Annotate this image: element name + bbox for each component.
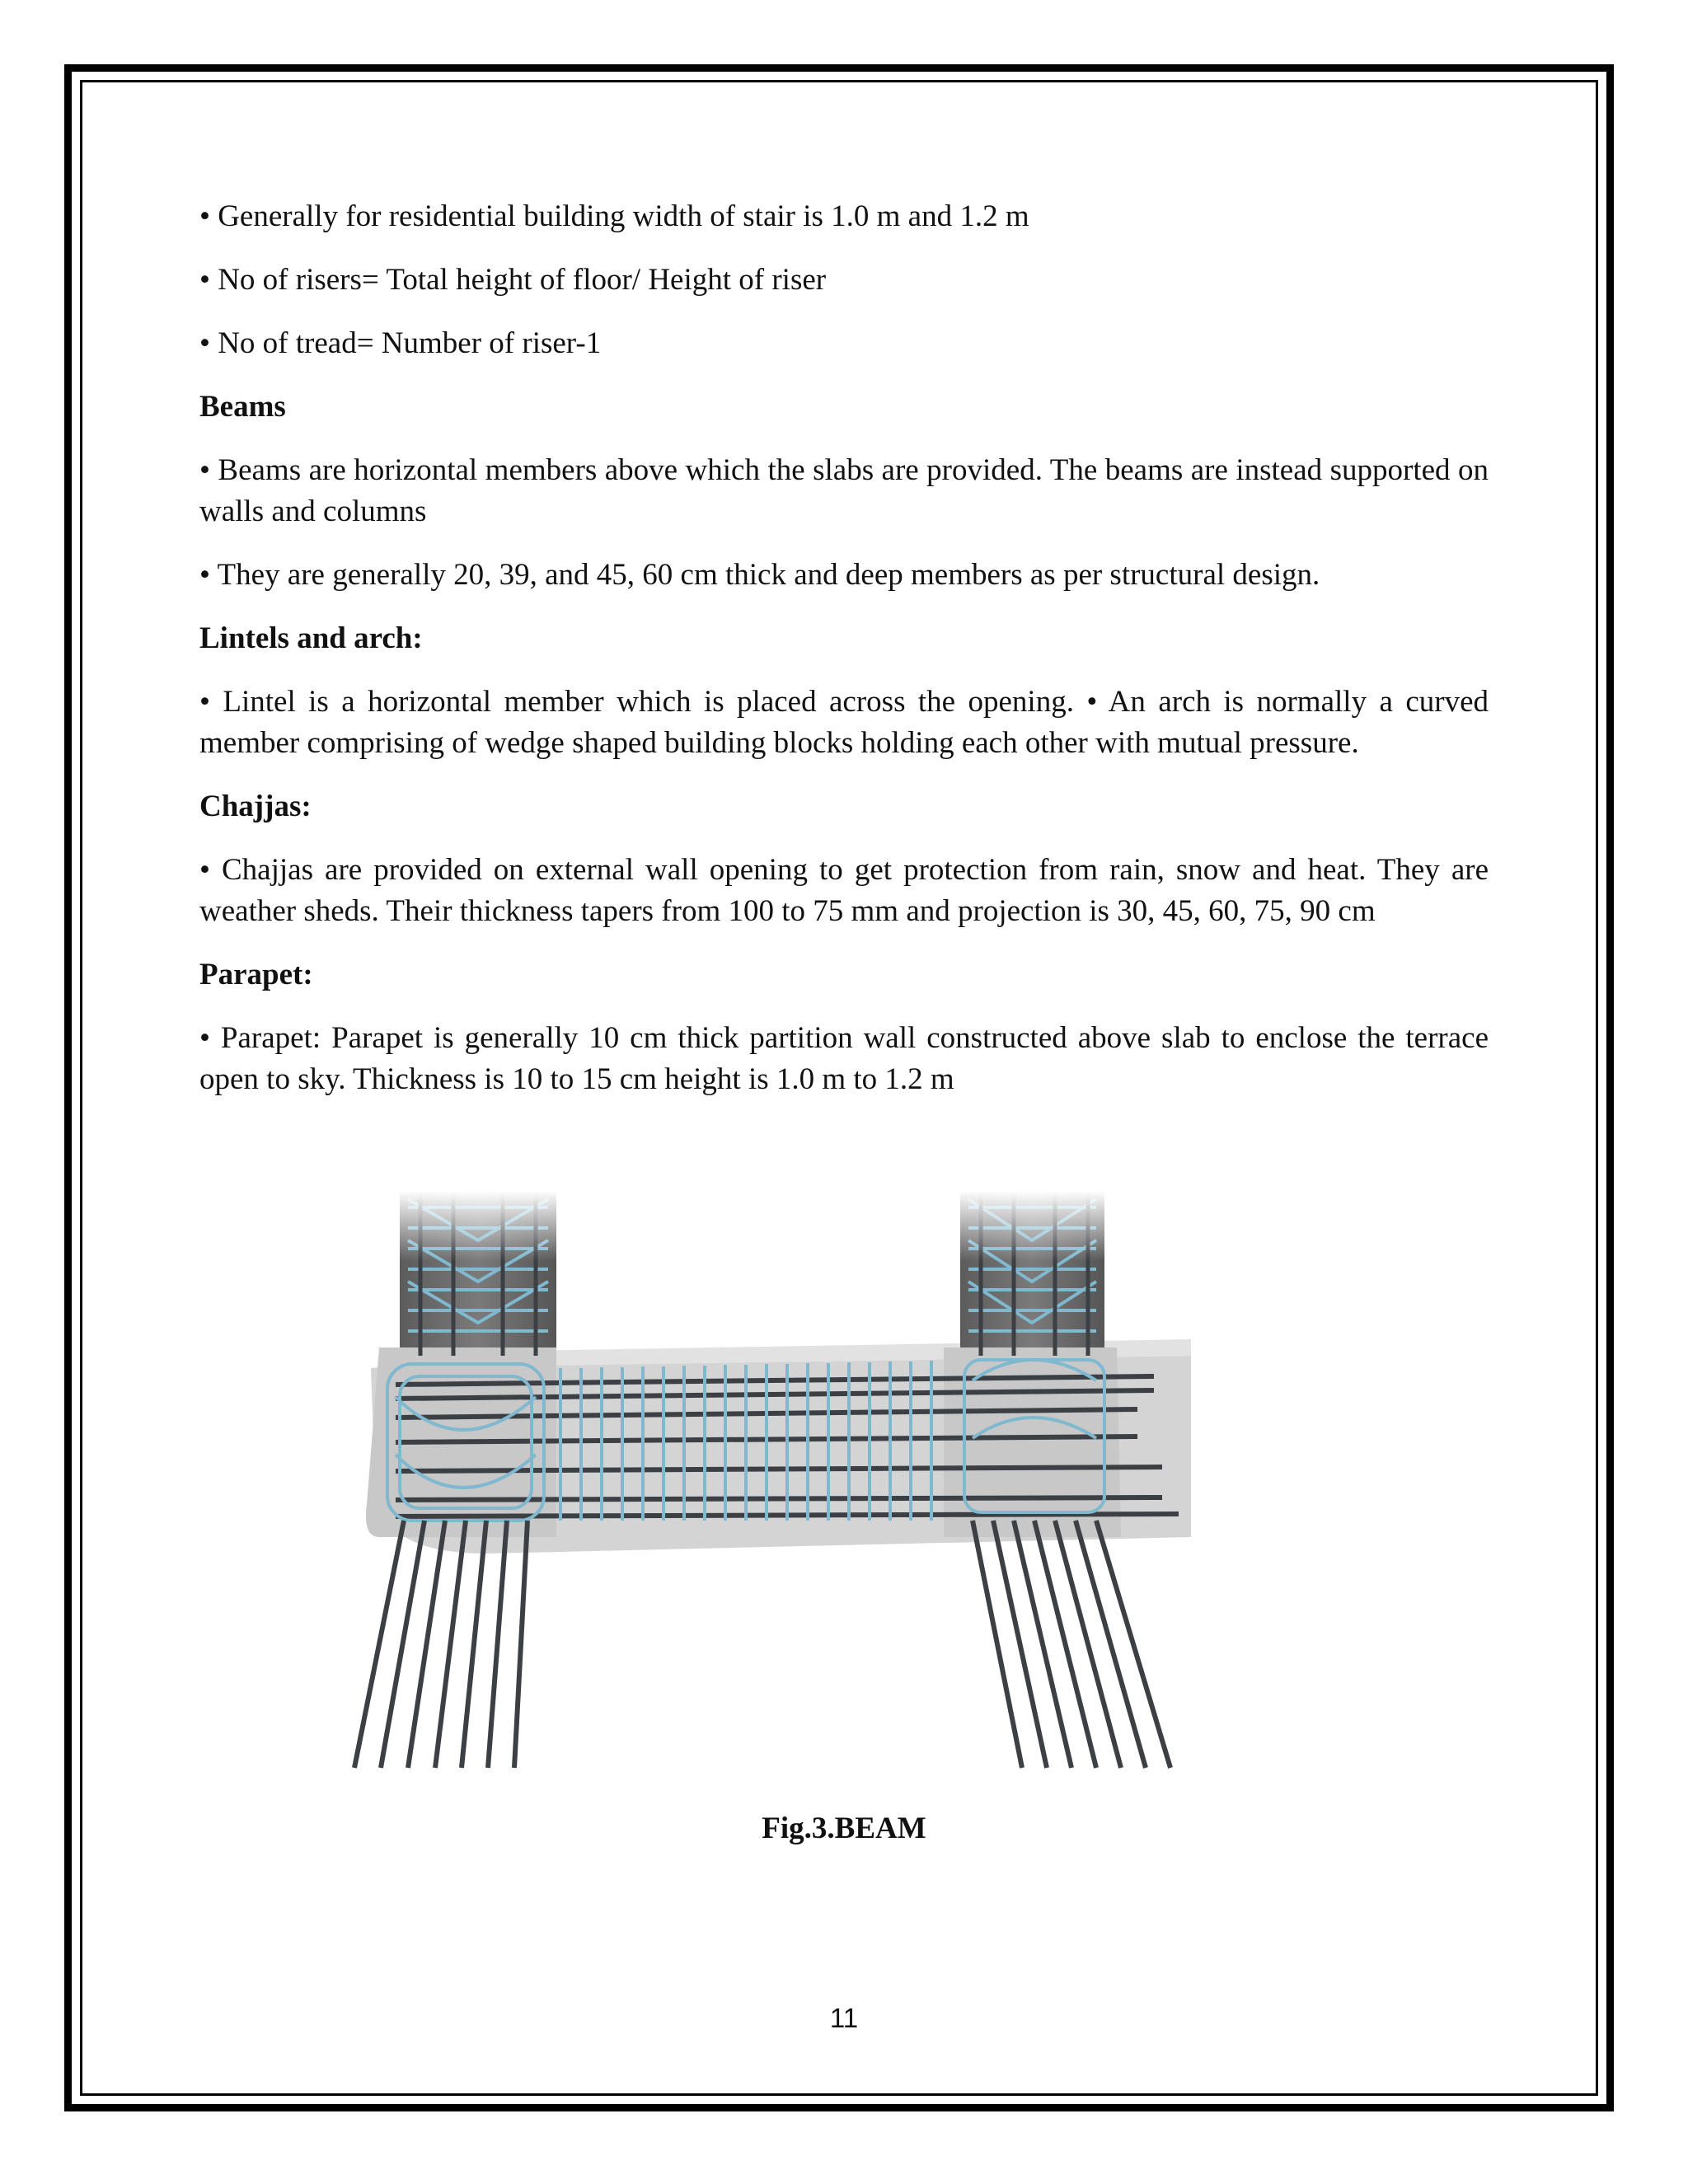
page-number: 11 — [829, 2003, 859, 2033]
heading-chajjas: Chajjas: — [199, 790, 312, 823]
beam-reinforcement-figure — [330, 1191, 1191, 1776]
paragraph-parapet: • Parapet: Parapet is generally 10 cm thick partition wall constructed above slab to enclose the terrace open to sky. Thickness is 10 to 15 cm height is 1.0 m to 1.2 m — [199, 1021, 1489, 1096]
heading-beams: Beams — [199, 390, 286, 424]
paragraph-risers: • No of risers= Total height of floor/ Height of riser — [199, 263, 827, 297]
paragraph-chajjas: • Chajjas are provided on external wall opening to get protection from rain, snow and heat. They are weather sheds. Their thickness tapers from 100 to 75 mm and projection is 30, 45, 60, 75, 90 cm — [199, 853, 1489, 928]
paragraph-lintels: • Lintel is a horizontal member which is placed across the opening. • An arch is normally a curved member comprising of wedge shaped building blocks holding each other with mutual pressure. — [199, 685, 1489, 760]
heading-parapet: Parapet: — [199, 958, 313, 991]
figure-caption: Fig.3.BEAM — [762, 1811, 926, 1845]
paragraph-beams-definition: • Beams are horizontal members above which the slabs are provided. The beams are instead supported on walls and columns — [199, 453, 1489, 528]
paragraph-stair-width: • Generally for residential building width of stair is 1.0 m and 1.2 m — [199, 199, 1029, 233]
document-body — [199, 196, 1489, 1122]
top-fade — [330, 1191, 1191, 1776]
heading-lintels: Lintels and arch: — [199, 621, 423, 655]
beam-illustration — [330, 1191, 1191, 1776]
paragraph-beams-thickness: • They are generally 20, 39, and 45, 60 cm thick and deep members as per structural design. — [199, 558, 1320, 592]
paragraph-tread: • No of tread= Number of riser-1 — [199, 326, 602, 360]
